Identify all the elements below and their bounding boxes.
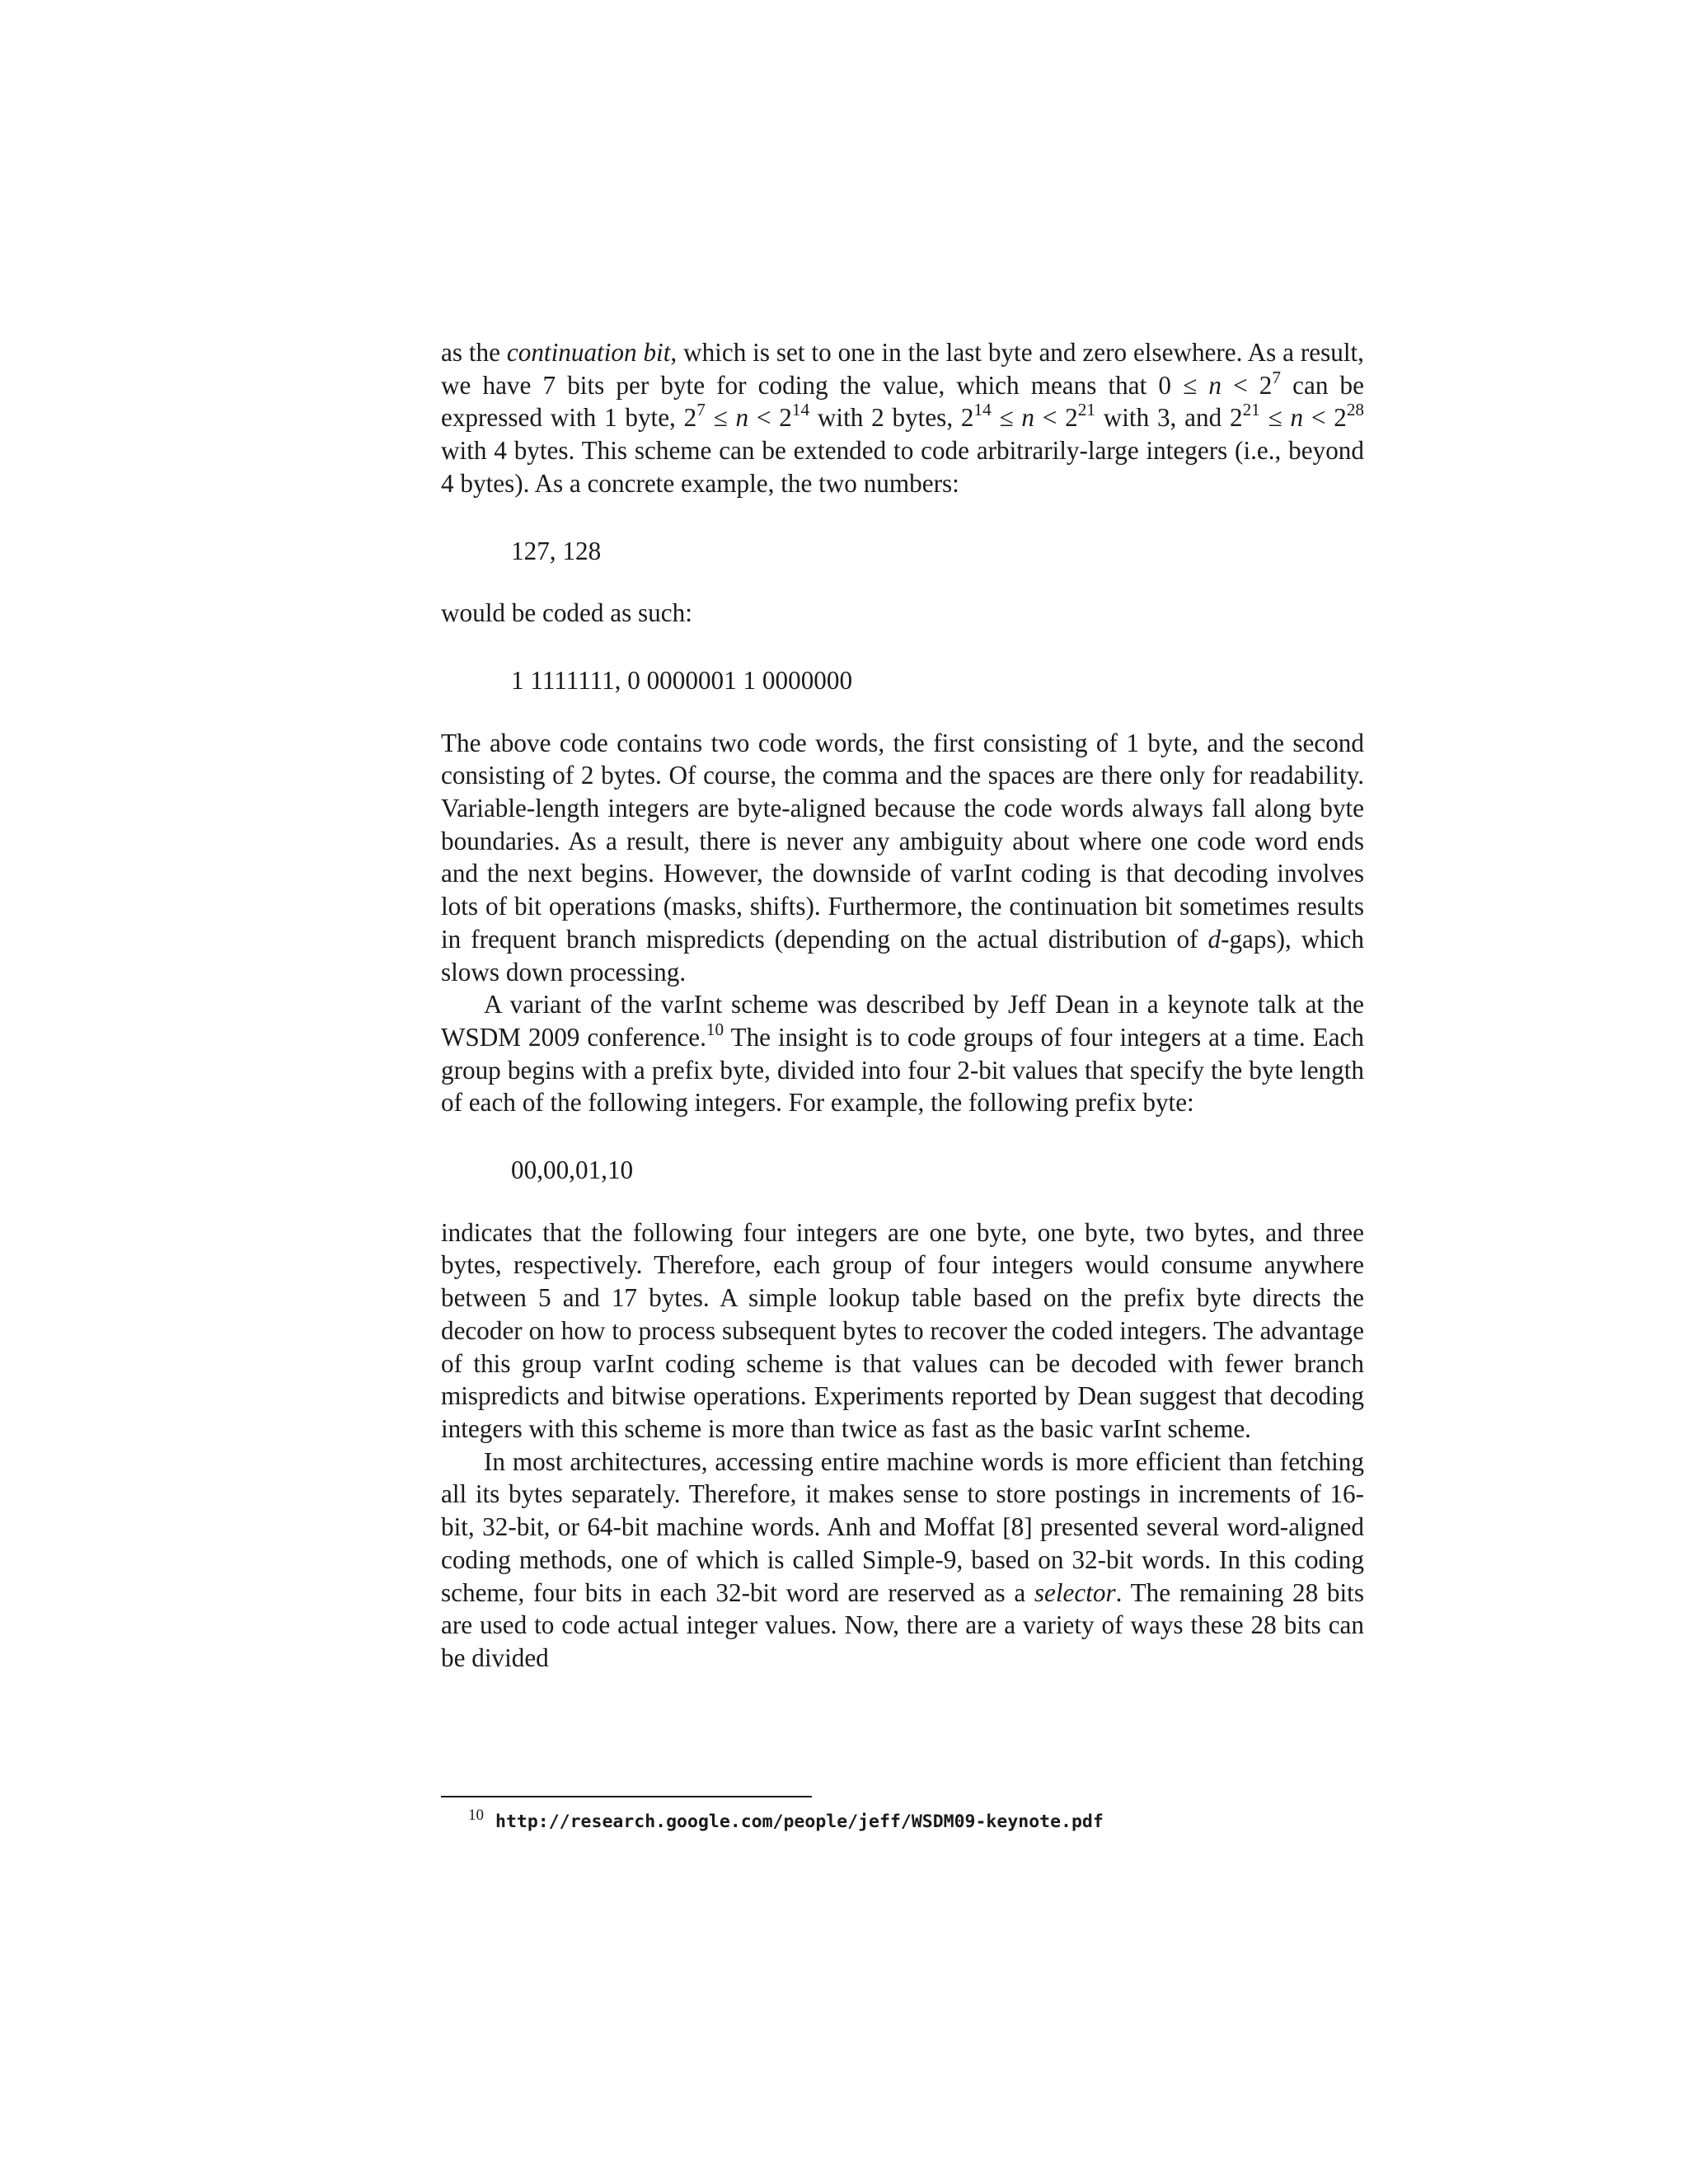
footnote-mark: 10	[468, 1807, 484, 1824]
paragraph-group-varint: A variant of the varInt scheme was described by Jeff Dean in a keynote talk at the WSDM 2009 conference.$^{10}$ The insight is to code groups of four integers at a time. Each group begins with a prefix byte, divided into four 2-bit values that specify the byte length of each of the following integers. For example, the following prefix byte:	[441, 990, 1364, 1118]
paragraph-continuation-bit: as the continuation bit, which is set to one in the last byte and zero elsewhere. As a result, we have 7 bits per byte for coding the value, which means that $0 \le n < 2^7$ can be expressed with 1 byte, $2^7 \le n < 2^{14}$ with 2 bytes, $2^{14} \le n < 2^{21}$ with 3, and $2^{21} \le n < 2^{28}$ with 4 bytes. This scheme can be extended to code arbitrarily-large integers (i.e., beyond 4 bytes). As a concrete example, the two numbers:	[441, 338, 1365, 498]
footnote	[468, 1803, 1104, 1835]
paragraph-word-aligned: In most architectures, accessing entire machine words is more efficient than fetching all its bytes separately. Therefore, it makes sense to store postings in increments of 16-bit, 32-bit, or 64-bit machine words. Anh and Moffat [8] presented several word-aligned coding methods, one of which is called Simple-9, based on 32-bit words. In this coding scheme, four bits in each 32-bit word are reserved as a selector. The remaining 28 bits are used to code actual integer values. Now, there are a variety of ways these 28 bits can be divided	[441, 1446, 1364, 1672]
example-numbers: 127, 128	[511, 536, 602, 565]
paragraph-prefix-meaning: indicates that the following four integers are one byte, one byte, two bytes, and three bytes, respectively. Therefore, each group of four integers would consume anywhere between 5 and 17 bytes. A simple lookup table based on the prefix byte directs the decoder on how to process subsequent bytes to recover the coded integers. The advantage of this group varInt coding scheme is that values can be decoded with fewer branch mispredicts and bitwise operations. Experiments reported by Dean suggest that decoding integers with this scheme is more than twice as fast as the basic varInt scheme.	[441, 1217, 1364, 1443]
paragraph-coded-as: would be coded as such:	[441, 598, 692, 628]
body-text	[441, 336, 1364, 1675]
footnote-rule	[441, 1796, 812, 1797]
footnote-url[interactable]: http://research.google.com/people/jeff/WSDM09-keynote.pdf	[495, 1811, 1104, 1832]
paragraph-code-words: The above code contains two code words, the first consisting of 1 byte, and the second consisting of 2 bytes. Of course, the comma and the spaces are there only for readability. Variable-length integers are byte-aligned because the code words always fall along byte boundaries. As a result, there is never any ambiguity about where one code word ends and the next begins. However, the downside of varInt coding is that decoding involves lots of bit operations (masks, shifts). Furthermore, the continuation bit sometimes results in frequent branch mispredicts (depending on the actual distribution of d-gaps), which slows down processing.	[441, 728, 1364, 987]
example-code: 1 1111111, 0 0000001 1 0000000	[511, 665, 853, 695]
example-prefix-byte: 00,00,01,10	[511, 1155, 634, 1185]
